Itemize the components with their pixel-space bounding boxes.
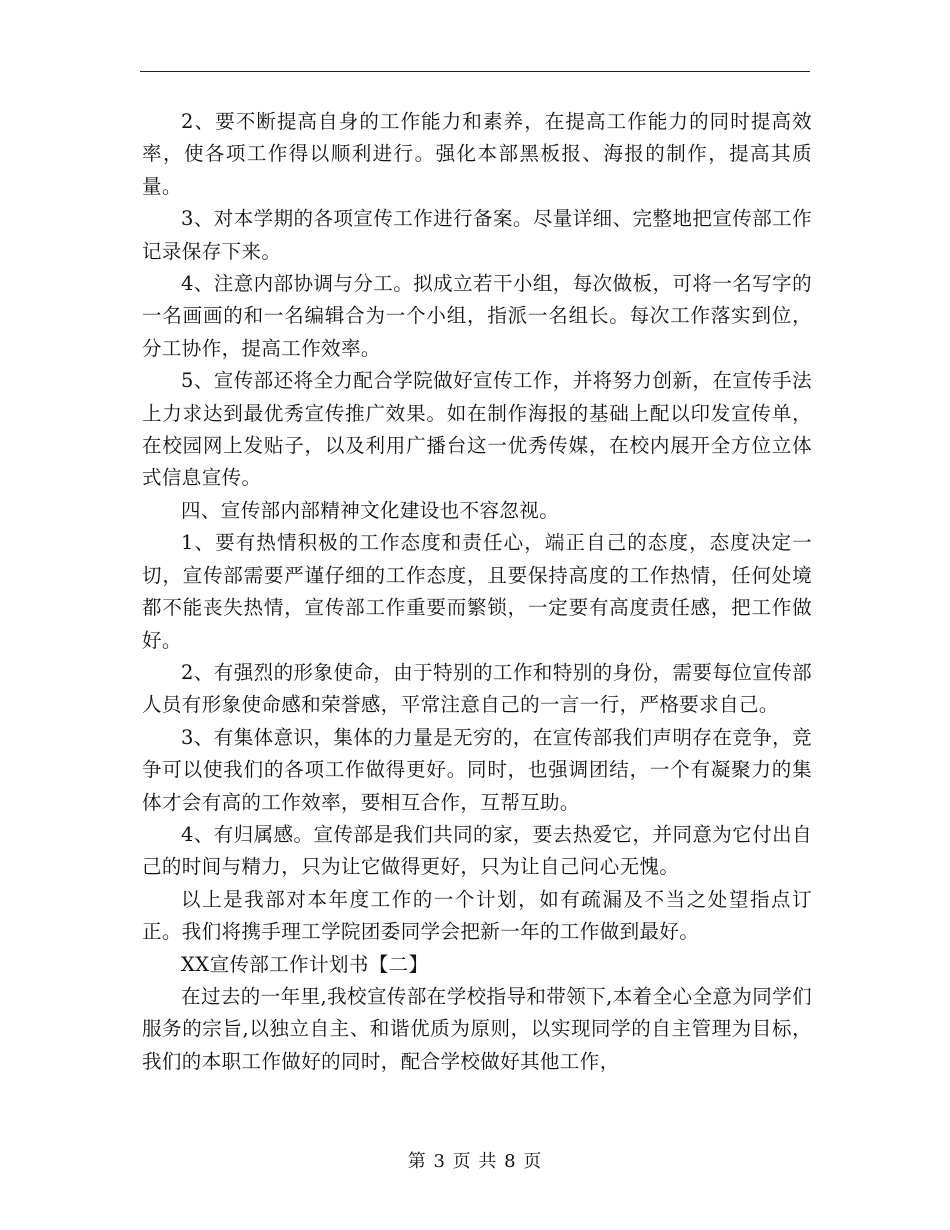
paragraph: 2、要不断提高自身的工作能力和素养，在提高工作能力的同时提高效率，使各项工作得以顺利进行。强化本部黑板报、海报的制作，提高其质量。 xyxy=(142,110,812,198)
paragraph: 3、有集体意识，集体的力量是无穷的，在宣传部我们声明存在竞争，竞争可以使我们的各项工作做得更好。同时，也强调团结，一个有凝聚力的集体才会有高的工作效率，要相互合作，互帮互助。 xyxy=(142,725,812,814)
paragraph: 5、宣传部还将全力配合学院做好宣传工作，并将努力创新，在宣传手法上力求达到最优秀宣传推广效果。如在制作海报的基础上配以印发宣传单，在校园网上发贴子，以及利用广播台这一优秀传媒，在校内展开全方位立体式信息宣传。 xyxy=(142,369,812,490)
paragraph: 2、有强烈的形象使命，由于特别的工作和特别的身份，需要每位宣传部人员有形象使命感和荣誉感，平常注意自己的一言一行，严格要求自己。 xyxy=(142,660,812,717)
paragraph: 1、要有热情积极的工作态度和责任心，端正自己的态度，态度决定一切，宣传部需要严谨仔细的工作态度，且要保持高度的工作热情，任何处境都不能丧失热情，宣传部工作重要而繁锁，一定要有高度责任感，把工作做好。 xyxy=(142,531,812,652)
page-number: 第 3 页 共 8 页 xyxy=(407,1151,543,1172)
paragraph: 在过去的一年里,我校宣传部在学校指导和带领下,本着全心全意为同学们服务的宗旨,以独立自主、和谐优质为原则，以实现同学的自主管理为目标，我们的本职工作做好的同时，配合学校做好其他工作， xyxy=(142,984,812,1073)
document-body xyxy=(142,106,812,1078)
paragraph: 4、有归属感。宣传部是我们共同的家，要去热爱它，并同意为它付出自己的时间与精力，只为让它做得更好，只为让自己问心无愧。 xyxy=(142,822,812,879)
paragraph: 4、注意内部协调与分工。拟成立若干小组，每次做板，可将一名写字的一名画画的和一名编辑合为一个小组，指派一名组长。每次工作落实到位，分工协作，提高工作效率。 xyxy=(142,272,812,360)
header-rule xyxy=(140,71,810,72)
section-heading: 四、宣传部内部精神文化建设也不容忽视。 xyxy=(181,498,560,522)
document-title: XX宣传部工作计划书【二】 xyxy=(181,952,429,976)
paragraph: 以上是我部对本年度工作的一个计划，如有疏漏及不当之处望指点订正。我们将携手理工学院团委同学会把新一年的工作做到最好。 xyxy=(142,887,812,944)
paragraph: 3、对本学期的各项宣传工作进行备案。尽量详细、完整地把宣传部工作记录保存下来。 xyxy=(142,207,812,263)
